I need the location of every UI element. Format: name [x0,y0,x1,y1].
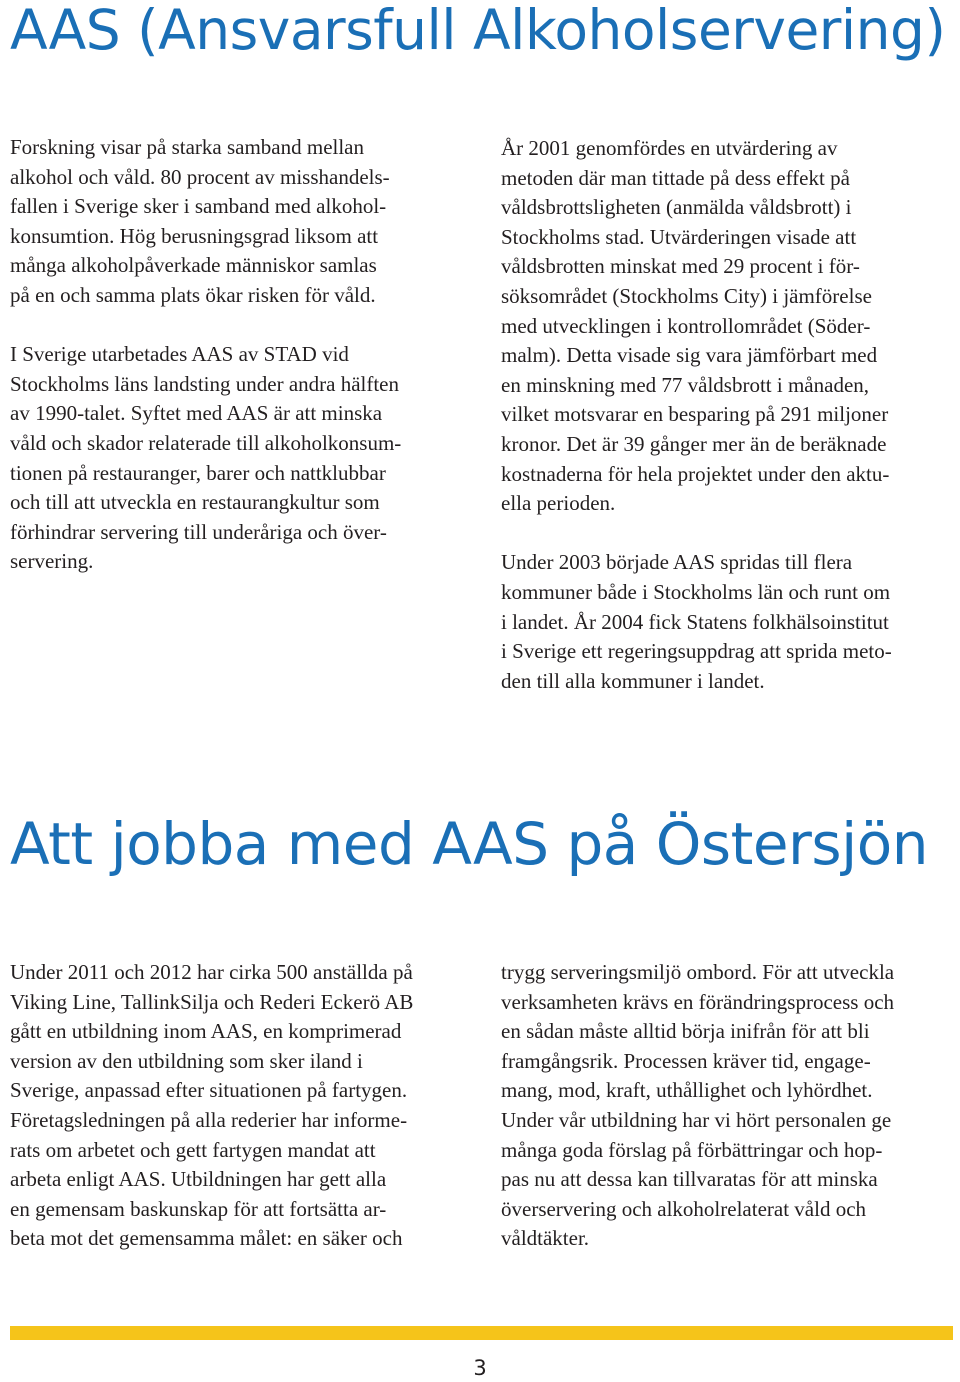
text-line: förhindrar servering till underåriga och över- [10,519,387,544]
text-line: rats om arbetet och gett fartygen mandat att [10,1137,376,1162]
text-line: en gemensam baskunskap för att fortsätta ar- [10,1196,387,1221]
paragraph [501,958,946,1254]
text-line: kostnaderna för hela projektet under den aktu- [501,461,890,486]
text-line: kommuner både i Stockholms län och runt om [501,579,891,604]
text-line: våldtäkter. [501,1226,590,1251]
text-line: många goda förslag på förbättringar och hop- [501,1137,883,1162]
text-line: vilket motsvarar en besparing på 291 miljoner [501,402,889,427]
text-line: med utvecklingen i kontrollområdet (Söder- [501,313,871,338]
text-line: verksamheten krävs en förändringsprocess och [501,989,895,1014]
text-line: tionen på restauranger, barer och nattklubbar [10,460,386,485]
text-line: och till att utveckla en restaurangkultur som [10,490,380,515]
text-line: servering. [10,549,94,574]
text-line: den till alla kommuner i landet. [501,668,765,693]
text-line: en sådan måste alltid börja inifrån för att bli [501,1019,870,1044]
text-line: på en och samma plats ökar risken för våld. [10,282,376,307]
paragraph [10,958,455,1254]
text-line: gått en utbildning inom AAS, en komprimerad [10,1019,402,1044]
text-line: Stockholms stad. Utvärderingen visade att [501,224,857,249]
page-number: 3 [473,1356,487,1380]
column-left [10,133,455,577]
text-line: fallen i Sverige sker i samband med alkohol- [10,194,387,219]
text-line: pas nu att dessa kan tillvaratas för att minska [501,1167,878,1192]
text-line: konsumtion. Hög berusningsgrad liksom att [10,223,379,248]
text-line: malm). Detta visade sig vara jämförbart med [501,343,878,368]
text-line: Under 2011 och 2012 har cirka 500 anställda på [10,960,413,984]
section-heading-aas: AAS (Ansvarsfull Alkoholservering) [10,0,946,62]
text-line: Stockholms läns landsting under andra hälften [10,371,400,396]
text-line: framgångsrik. Processen kräver tid, engage- [501,1048,871,1073]
text-line: våldsbrotten minskat med 29 procent i för- [501,254,860,279]
paragraph [501,134,946,519]
text-line: Företagsledningen på alla rederier har informe- [10,1107,408,1132]
text-line: trygg serveringsmiljö ombord. För att utveckla [501,960,895,984]
paragraph [501,548,946,696]
text-line: våld och skador relaterade till alkoholkonsum- [10,430,402,455]
text-line: Under vår utbildning har vi hört personalen ge [501,1107,892,1132]
text-line: Sverige, anpassad efter situationen på fartygen. [10,1078,408,1103]
text-line: Forskning visar på starka samband mellan [10,135,365,159]
text-line: våldsbrottsligheten (anmälda våldsbrott) i [501,195,852,220]
paragraph [10,133,455,311]
text-line: en minskning med 77 våldsbrott i månaden, [501,372,870,397]
column-left [10,958,455,1254]
text-line: Under 2003 började AAS spridas till flera [501,550,853,575]
text-line: alkohol och våld. 80 procent av misshandels- [10,164,390,189]
paragraph [10,340,455,577]
text-line: ella perioden. [501,491,616,516]
text-line: söksområdet (Stockholms City) i jämförelse [501,283,872,308]
text-line: År 2001 genomfördes en utvärdering av [501,136,838,160]
text-line: version av den utbildning som sker iland i [10,1048,363,1073]
text-line: i landet. År 2004 fick Statens folkhälsoinstitut [501,609,889,634]
section-heading-ostersjon: Att jobba med AAS på Östersjön [10,810,928,878]
text-line: av 1990-talet. Syftet med AAS är att minska [10,401,383,426]
text-line: I Sverige utarbetades AAS av STAD vid [10,342,349,367]
text-line: Viking Line, TallinkSilja och Rederi Eckerö AB [10,989,414,1014]
footer-divider-bar [10,1326,953,1340]
text-line: i Sverige ett regeringsuppdrag att sprida meto- [501,639,892,664]
text-line: många alkoholpåverkade människor samlas [10,253,377,278]
text-line: arbeta enligt AAS. Utbildningen har gett alla [10,1167,387,1192]
column-right [501,134,946,696]
text-line: metoden där man tittade på dess effekt på [501,165,850,190]
column-right [501,958,946,1254]
text-line: mang, mod, kraft, uthållighet och lyhördhet. [501,1078,873,1103]
text-line: överservering och alkoholrelaterat våld och [501,1196,867,1221]
text-line: kronor. Det är 39 gånger mer än de beräknade [501,431,887,456]
text-line: beta mot det gemensamma målet: en säker och [10,1226,403,1251]
